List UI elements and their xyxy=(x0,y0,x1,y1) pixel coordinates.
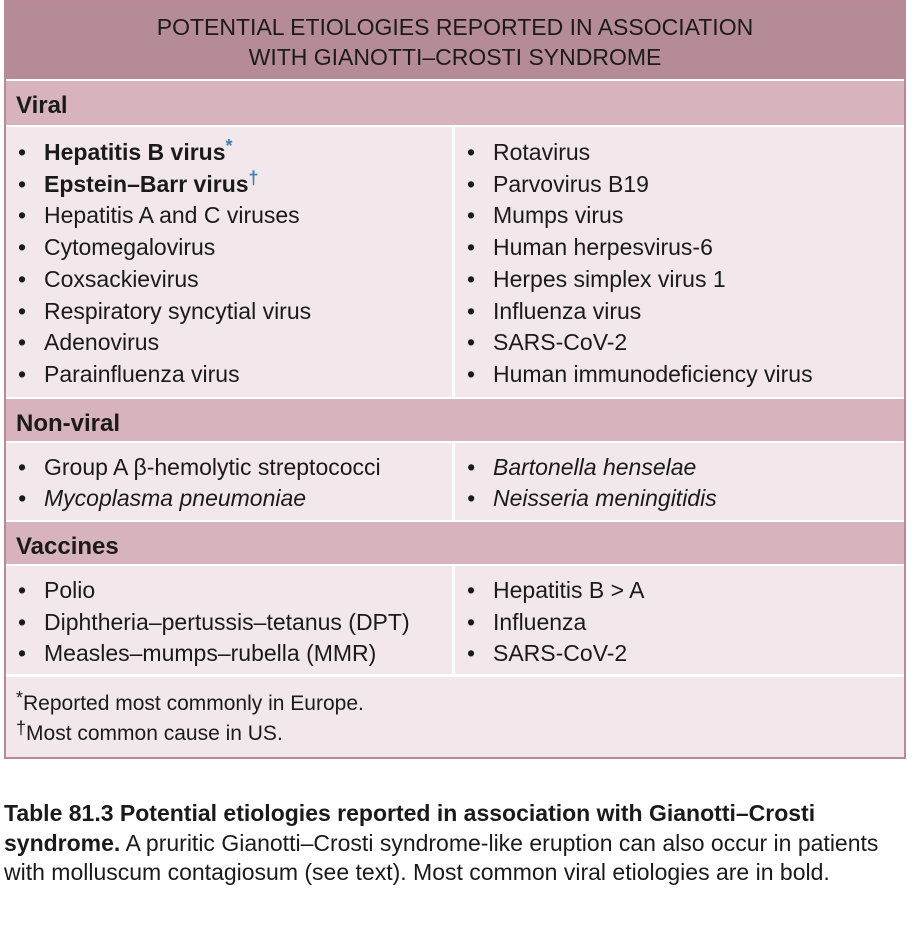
list-item: • Neisseria meningitidis xyxy=(465,483,894,515)
nonviral-left-column xyxy=(6,443,455,520)
list-item: • Herpes simplex virus 1 xyxy=(465,264,894,296)
list-item: • Hepatitis B virus* xyxy=(16,137,442,169)
section-heading-nonviral: Non-viral xyxy=(6,397,904,443)
viral-left-column xyxy=(6,127,455,397)
footnote: *Reported most commonly in Europe. xyxy=(16,688,364,716)
table-caption xyxy=(4,799,904,888)
list-item: • Human immunodeficiency virus xyxy=(465,359,894,391)
section-body-nonviral xyxy=(6,443,904,520)
table-title xyxy=(6,2,904,81)
list-item: • Bartonella henselae xyxy=(465,452,894,484)
list-item: • Influenza xyxy=(465,607,894,639)
list-item: • Mumps virus xyxy=(465,200,894,232)
list-item: • Mycoplasma pneumoniae xyxy=(16,483,442,515)
list-item: • Cytomegalovirus xyxy=(16,232,442,264)
list-item: • Epstein–Barr virus† xyxy=(16,169,442,201)
vaccines-right-column xyxy=(455,566,904,674)
list-item: • Diphtheria–pertussis–tetanus (DPT) xyxy=(16,607,442,639)
list-item: • Coxsackievirus xyxy=(16,264,442,296)
section-heading-viral: Viral xyxy=(6,81,904,127)
list-item: • Respiratory syncytial virus xyxy=(16,296,442,328)
list-item: • Parvovirus B19 xyxy=(465,169,894,201)
list-item: • SARS-CoV-2 xyxy=(465,638,894,670)
list-item: • Influenza virus xyxy=(465,296,894,328)
section-body-viral xyxy=(6,127,904,397)
vaccines-left-column xyxy=(6,566,455,674)
list-item: • Polio xyxy=(16,575,442,607)
list-item: • Adenovirus xyxy=(16,327,442,359)
list-item: • Group A β-hemolytic streptococci xyxy=(16,452,442,484)
list-item: • Measles–mumps–rubella (MMR) xyxy=(16,638,442,670)
caption-body: A pruritic Gianotti–Crosti syndrome-like eruption can also occur in patients with molluscum contagiosum (see text). Most common viral etiologies are in bold. xyxy=(4,829,879,885)
list-item: • Rotavirus xyxy=(465,137,894,169)
table-title-line-2: WITH GIANOTTI–CROSTI SYNDROME xyxy=(248,44,662,70)
caption-lead: Table 81.3 Potential etiologies reported in association with Gianotti–Crosti syndrome. xyxy=(4,800,816,856)
list-item: • Parainfluenza virus xyxy=(16,359,442,391)
section-body-vaccines xyxy=(6,566,904,674)
etiologies-table xyxy=(4,0,906,759)
list-item: • Human herpesvirus-6 xyxy=(465,232,894,264)
dagger-footnote-mark: † xyxy=(248,167,259,188)
asterisk-footnote-mark: * xyxy=(225,136,233,156)
table-footnotes xyxy=(6,674,904,757)
nonviral-right-column xyxy=(455,443,904,520)
list-item: • Hepatitis A and C viruses xyxy=(16,200,442,232)
list-item: • SARS-CoV-2 xyxy=(465,327,894,359)
section-heading-vaccines: Vaccines xyxy=(6,520,904,566)
viral-right-column xyxy=(455,127,904,397)
footnote: †Most common cause in US. xyxy=(16,718,283,746)
list-item: • Hepatitis B > A xyxy=(465,575,894,607)
table-title-line-1: POTENTIAL ETIOLOGIES REPORTED IN ASSOCIATION xyxy=(156,14,754,40)
